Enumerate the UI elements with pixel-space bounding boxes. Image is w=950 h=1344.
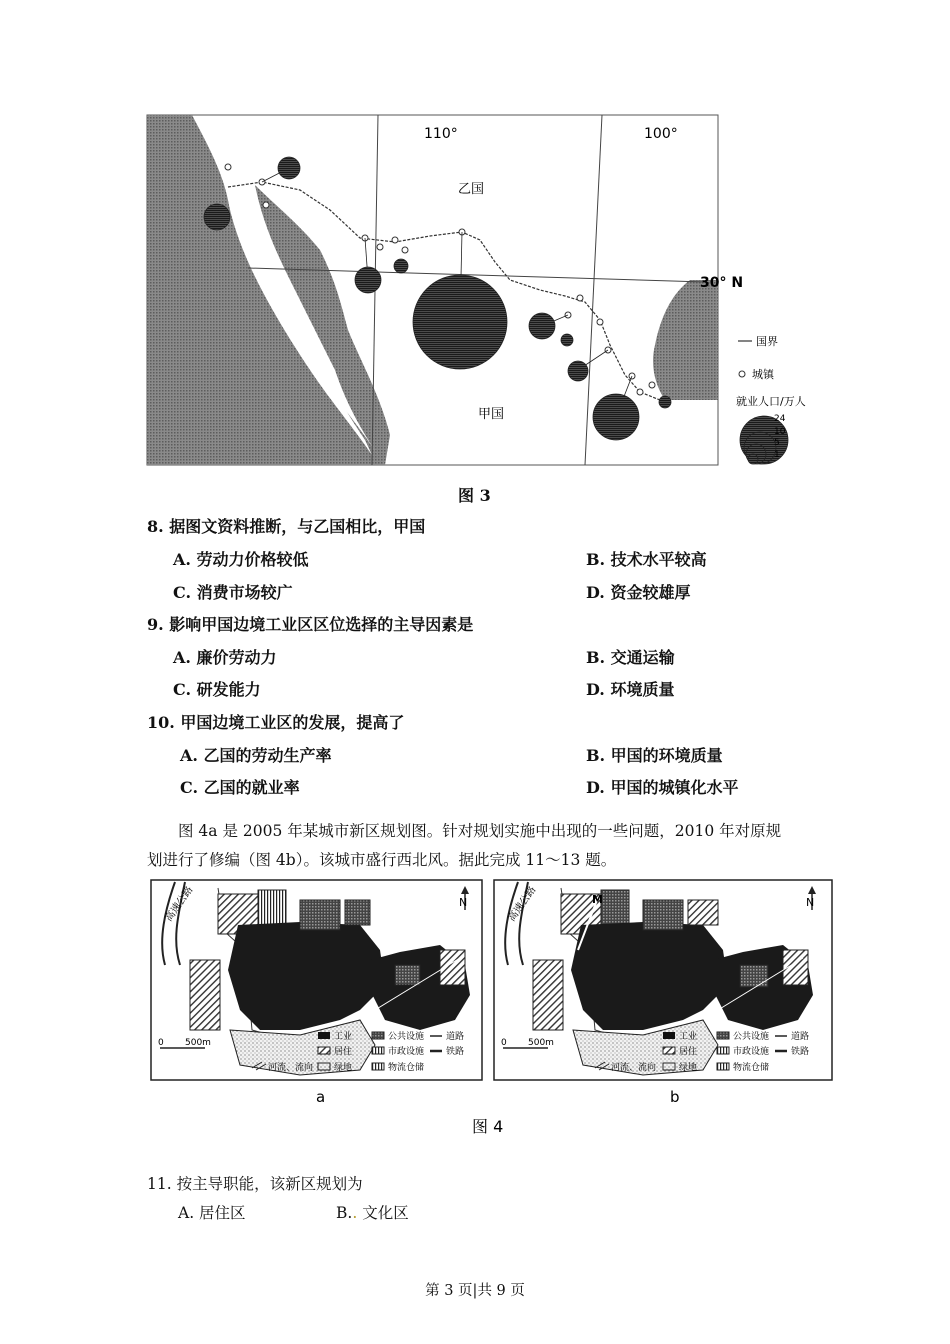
legend-pop-24: 24 [774,414,786,424]
legend-border-label: 国界 [756,335,778,348]
question-9-option-b: B. 交通运输 [586,648,675,667]
question-11-option-b [336,1201,409,1223]
legend-town-symbol [739,371,745,377]
legend-b-logistics: 物流仓储 [733,1063,770,1073]
legend-b-public: 公共设施 [733,1032,770,1042]
legend-pop-5: 5 [774,438,780,448]
legend-b-municipal: 市政设施 [733,1047,770,1057]
map-a [151,880,482,1080]
legend-a-public: 公共设施 [388,1032,425,1042]
legend-pop-1: 1 [774,450,780,460]
sub-label-a: a [316,1088,326,1106]
question-10-option-c: C. 乙国的就业率 [180,778,300,797]
question-8-option-a: A. 劳动力价格较低 [173,550,309,569]
map-b-north: N [806,896,815,909]
question-8-option-c: C. 消费市场较广 [173,583,293,602]
question-10-option-a: A. 乙国的劳动生产率 [180,746,332,765]
legend-pop-10: 10 [774,427,786,437]
sub-label-b: b [670,1088,680,1106]
page-footer: 第 3 页|共 9 页 [425,1283,525,1299]
legend-pop-title: 就业人口/万人 [736,395,806,408]
legend-town-label: 城镇 [752,368,774,381]
map-a-scale-dist: 500m [185,1038,211,1048]
lon-110-label: 110° [424,126,458,142]
legend-a-industry: 工业 [334,1032,353,1042]
question-11-option-a: A. 居住区 [178,1204,246,1222]
lat-30-label: 30° N [700,275,744,291]
legend-b-residential: 居住 [679,1047,698,1057]
map-b-road-label: 高速公路 [506,884,539,924]
figure-3-map [0,0,950,480]
figure-3-caption: 图 3 [458,486,491,505]
figure-4-maps [0,870,950,1140]
question-10-option-d: D. 甲国的城镇化水平 [586,778,739,797]
legend-b-green: 绿地 [679,1063,698,1073]
question-8-stem: 8. 据图文资料推断，与乙国相比，甲国 [147,517,426,536]
map-b [494,880,832,1080]
question-9-stem: 9. 影响甲国边境工业区区位选择的主导因素是 [147,615,474,634]
map-b-scale-dist: 500m [528,1038,554,1048]
map-a-road-label: 高速公路 [163,884,196,924]
map-b-marker-m: M [592,893,603,906]
question-11-option-b-letter: B. [336,1204,353,1222]
legend-b-river: 河流、流向 [611,1063,657,1073]
question-9-option-c: C. 研发能力 [173,680,261,699]
question-11-option-b-text: 文化区 [362,1204,409,1222]
legend-b-rail: 铁路 [791,1047,810,1057]
question-9-option-a: A. 廉价劳动力 [173,648,277,667]
country-a-label: 甲国 [478,407,505,422]
legend-a-logistics: 物流仓储 [388,1063,425,1073]
question-8-option-b: B. 技术水平较高 [586,550,707,569]
question-11-option-b-dot: . [352,1204,358,1222]
legend-b-industry: 工业 [679,1032,698,1042]
country-b-label: 乙国 [458,182,485,197]
passage-line-1: 图 4a 是 2005 年某城市新区规划图。针对规划实施中出现的一些问题，2010 年对原规 [178,822,782,840]
question-8-option-d: D. 资金较雄厚 [586,583,691,602]
question-10-option-b: B. 甲国的环境质量 [586,746,723,765]
question-11-stem: 11. 按主导职能，该新区规划为 [147,1175,363,1193]
question-10-stem: 10. 甲国边境工业区的发展，提高了 [147,713,405,732]
map-b-scale-zero: 0 [501,1038,507,1048]
legend-a-municipal: 市政设施 [388,1047,425,1057]
lon-100-label: 100° [644,126,678,142]
legend-a-green: 绿地 [334,1063,353,1073]
legend-b-road: 道路 [791,1032,810,1042]
passage-line-2: 划进行了修编（图 4b）。该城市盛行西北风。据此完成 11～13 题。 [147,851,617,869]
legend-a-residential: 居住 [334,1047,353,1057]
figure-4-caption: 图 4 [472,1117,504,1136]
legend-a-river: 河流、流向 [268,1063,314,1073]
map-a-scale-zero: 0 [158,1038,164,1048]
legend-a-road: 道路 [446,1032,465,1042]
map-a-north: N [459,896,468,909]
legend-a-rail: 铁路 [446,1047,465,1057]
question-9-option-d: D. 环境质量 [586,680,675,699]
legend-a-industry-swatch [318,1032,330,1039]
